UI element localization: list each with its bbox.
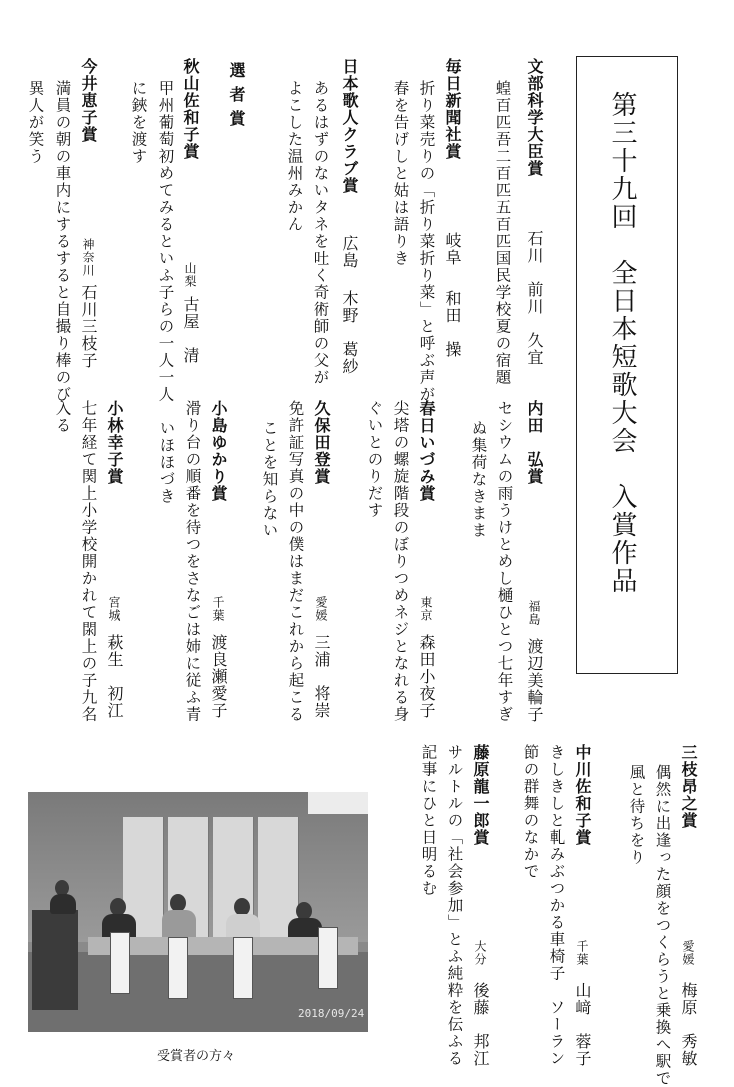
poem-saegusa-1: 偶然に出逢った顔をつくらうと乗換へ駅で: [653, 764, 672, 1087]
award-kobayashi: 小林幸子賞: [105, 400, 124, 485]
name-kojima: 渡良瀬愛子: [209, 634, 228, 719]
award-fujiwara: 藤原龍一郎賞: [471, 744, 490, 846]
title-box: [576, 56, 678, 674]
name-kubota: 三浦 将崇: [312, 634, 331, 719]
poem-kajin-1: あるはずのないタネを吐く奇術師の父が: [311, 80, 330, 386]
award-saegusa: 三枝昂之賞: [679, 744, 698, 829]
poem-kojima-2: いほほづき: [157, 420, 176, 505]
pref-kojima: 千葉: [211, 596, 225, 622]
pref-nakagawa: 千葉: [575, 940, 589, 966]
pref-akiyama: 山梨: [183, 262, 197, 288]
poem-fujiwara-2: 記事にひと日明るむ: [419, 744, 438, 897]
photo-date-stamp: 2018/09/24: [298, 1007, 365, 1020]
poem-mainichi-2: 春を告げしと姑は語りき: [391, 80, 410, 267]
photo-banner: [308, 792, 368, 814]
poem-nakagawa-1: きしきしと軋みぶつかる車椅子 ソーラン: [547, 744, 566, 1067]
name-kasuga: 森田小夜子: [417, 634, 436, 719]
poem-kajin-2: よこした温州みかん: [285, 80, 304, 233]
name-monbu: 石川 前川 久宜: [525, 230, 544, 366]
award-monbu: 文部科学大臣賞: [525, 58, 544, 177]
poem-imai-1: 満員の朝の車内にするすると自撮り棒のび: [53, 80, 72, 403]
name-fujiwara: 後藤 邦江: [471, 982, 490, 1067]
name-imai: 石川三枝子: [79, 284, 98, 369]
pref-uchida: 福島: [527, 600, 541, 626]
award-mainichi: 毎日新聞社賞: [443, 58, 462, 160]
poem-kobayashi-2: 入る: [53, 400, 72, 434]
photo-floor: [28, 952, 368, 1032]
pref-mainichi: 岐阜: [443, 232, 462, 266]
poem-uchida-2: ぬ集荷なきまま: [469, 420, 488, 539]
name-kobayashi: 萩生 初江: [105, 634, 124, 719]
photo-podium: [32, 910, 78, 1010]
award-imai: 今井恵子賞: [79, 58, 98, 143]
pref-kasuga: 東京: [419, 596, 433, 622]
poem-kojima-1: 滑り台の順番を待つをさなごは姉に従ふ青: [183, 400, 202, 723]
pref-kobayashi: 宮城: [107, 596, 121, 622]
poem-mainichi-1: 折り菜売りの「折り菜折り菜」と呼ぶ声が: [417, 80, 436, 403]
poem-kubota-1: 免許証写真の中の僕はまだこれから起こる: [286, 400, 305, 723]
award-nakagawa: 中川佐和子賞: [573, 744, 592, 846]
pref-kajin: 広島: [340, 235, 359, 269]
poem-imai-2: 異人が笑う: [26, 80, 45, 165]
poem-akiyama-2: に鋏を渡す: [129, 80, 148, 165]
poem-fujiwara-1: サルトルの「社会参加」とふ純粋を伝ふる: [445, 744, 464, 1067]
poem-kasuga-1: 尖塔の螺旋階段のぼりつめネジとなれる身: [391, 400, 410, 723]
award-ceremony-photo: [28, 792, 368, 1032]
poem-saegusa-2: 風と待ちをり: [627, 764, 646, 866]
pref-imai: 神奈川: [81, 238, 95, 277]
name-nakagawa: 山﨑 蓉子: [573, 982, 592, 1067]
award-kojima: 小島ゆかり賞: [209, 400, 228, 502]
award-uchida: 内田 弘賞: [525, 400, 544, 485]
photo-person: [50, 894, 76, 914]
photo-caption: 受賞者の方々: [157, 1049, 236, 1064]
poem-kasuga-2: ぐいとのりだす: [365, 400, 384, 519]
photo-name-card: [168, 937, 188, 999]
name-kajin: 木野 葛紗: [340, 290, 359, 375]
section-senja: 選者賞: [227, 62, 246, 134]
photo-name-card: [318, 927, 338, 989]
name-saegusa: 梅原 秀敏: [679, 982, 698, 1067]
page-title: 第三十九回 全日本短歌大会 入賞作品: [607, 91, 637, 595]
name-mainichi: 和田 操: [443, 290, 462, 358]
award-kasuga: 春日いづみ賞: [417, 400, 436, 502]
poem-monbu: 蝗百匹吾二百匹五百匹国民学校夏の宿題: [493, 80, 512, 386]
poem-kobayashi-1: 七年経て関上小学校開かれて閖上の子九名: [79, 400, 98, 723]
poem-kubota-2: ことを知らない: [260, 420, 279, 539]
award-kajin: 日本歌人クラブ賞: [340, 58, 359, 194]
poem-nakagawa-2: 節の群舞のなかで: [521, 744, 540, 880]
name-uchida: 渡辺美輪子: [525, 638, 544, 723]
name-akiyama: 古屋 清: [181, 296, 200, 364]
poem-uchida-1: セシウムの雨うけとめし樋ひとつ七年すぎ: [495, 400, 514, 723]
pref-kubota: 愛媛: [314, 596, 328, 622]
photo-name-card: [110, 932, 130, 994]
award-kubota: 久保田登賞: [312, 400, 331, 485]
photo-name-card: [233, 937, 253, 999]
pref-saegusa: 愛媛: [681, 940, 695, 966]
pref-fujiwara: 大分: [473, 940, 487, 966]
award-akiyama: 秋山佐和子賞: [181, 58, 200, 160]
poem-akiyama-1: 甲州葡萄初めてみるといふ子らの一人一人: [156, 80, 175, 403]
